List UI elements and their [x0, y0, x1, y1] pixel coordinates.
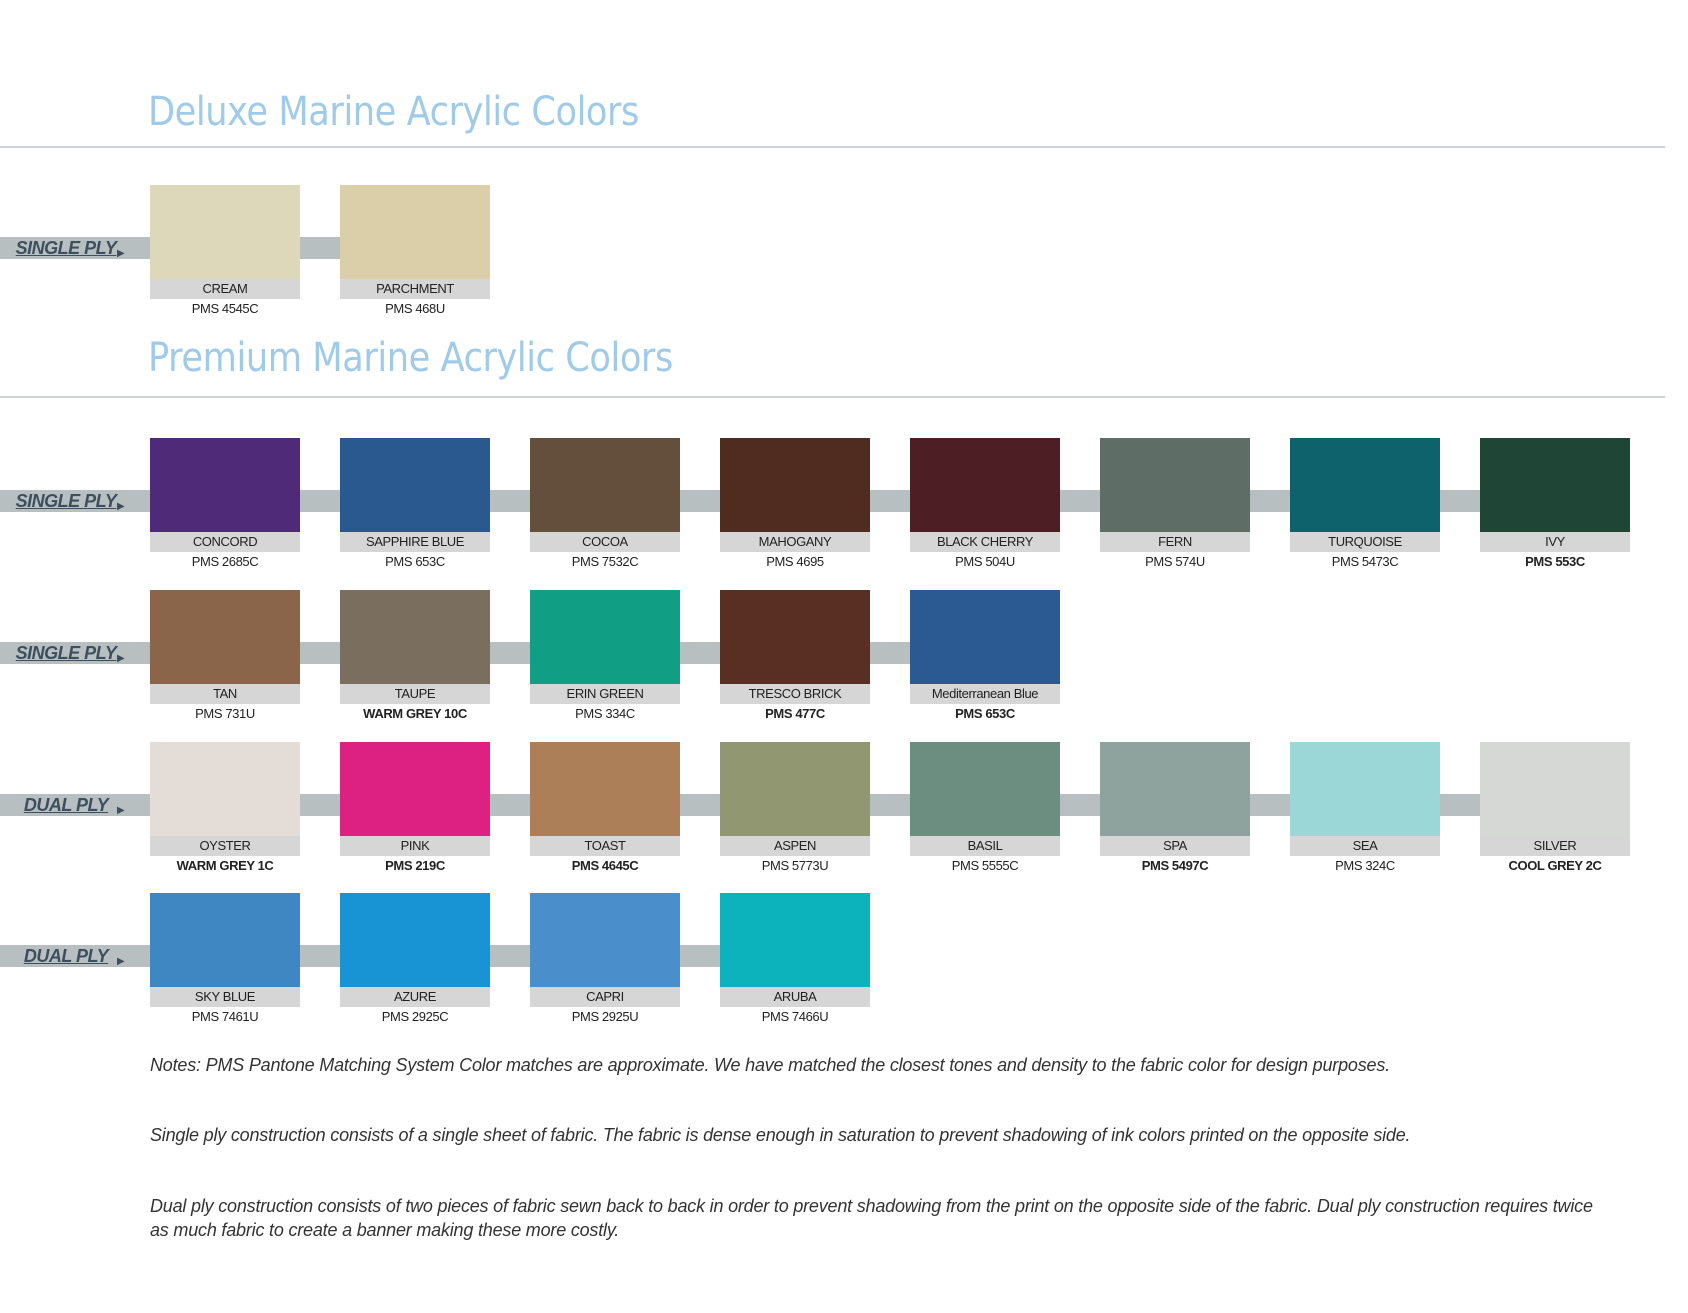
ply-arrow-icon: ▶ — [117, 956, 125, 967]
pms-code-label: PMS 5555C — [951, 858, 1019, 873]
color-chip — [1290, 438, 1440, 532]
color-chip — [1290, 742, 1440, 836]
color-swatch — [720, 590, 870, 724]
color-chip — [530, 742, 680, 836]
pms-code-label: WARM GREY 1C — [176, 858, 274, 873]
color-chip — [340, 893, 490, 987]
color-chip — [340, 590, 490, 684]
color-swatch — [530, 438, 680, 572]
color-swatch — [910, 742, 1060, 876]
ply-arrow-icon: ▶ — [117, 501, 125, 512]
color-name-label: TAN — [150, 684, 300, 704]
color-chip — [150, 893, 300, 987]
color-name-label: IVY — [1480, 532, 1630, 552]
pms-code-label: PMS 477C — [765, 706, 825, 721]
color-chip — [720, 742, 870, 836]
pms-code-label: PMS 468U — [385, 301, 445, 316]
color-swatch — [1290, 742, 1440, 876]
color-swatch — [910, 438, 1060, 572]
deluxe-section-divider — [0, 146, 1665, 148]
color-name-label: FERN — [1100, 532, 1250, 552]
premium-section-divider — [0, 396, 1665, 398]
color-name-label: ERIN GREEN — [530, 684, 680, 704]
color-chip — [150, 438, 300, 532]
color-chip — [910, 438, 1060, 532]
color-chip — [340, 438, 490, 532]
color-chip — [720, 893, 870, 987]
color-swatch — [150, 742, 300, 876]
color-chip — [150, 742, 300, 836]
pms-code-label: WARM GREY 10C — [363, 706, 467, 721]
color-chip — [530, 438, 680, 532]
color-name-label: CONCORD — [150, 532, 300, 552]
color-swatch — [340, 438, 490, 572]
color-chip — [1480, 742, 1630, 836]
pms-code-label: PMS 7532C — [571, 554, 639, 569]
color-name-label: SKY BLUE — [150, 987, 300, 1007]
color-chip — [340, 185, 490, 279]
color-swatch — [1100, 742, 1250, 876]
color-chip — [1100, 438, 1250, 532]
color-swatch — [340, 590, 490, 724]
color-name-label: PINK — [340, 836, 490, 856]
color-chip — [150, 590, 300, 684]
color-swatch — [1480, 438, 1630, 572]
color-swatch — [150, 185, 300, 319]
color-name-label: SILVER — [1480, 836, 1630, 856]
color-swatch — [530, 893, 680, 1027]
color-swatch — [1290, 438, 1440, 572]
color-swatch — [720, 438, 870, 572]
color-name-label: ASPEN — [720, 836, 870, 856]
ply-label: SINGLE PLY — [15, 490, 117, 511]
color-name-label: PARCHMENT — [340, 279, 490, 299]
pms-code-label: PMS 219C — [385, 858, 445, 873]
color-name-label: TRESCO BRICK — [720, 684, 870, 704]
color-chip — [1480, 438, 1630, 532]
pms-code-label: PMS 2685C — [191, 554, 259, 569]
swatch-row — [0, 893, 1688, 1043]
color-swatch — [1480, 742, 1630, 876]
color-name-label: TAUPE — [340, 684, 490, 704]
color-chip — [1100, 742, 1250, 836]
color-name-label: SPA — [1100, 836, 1250, 856]
premium-section-title: Premium Marine Acrylic Colors — [148, 335, 673, 381]
color-swatch — [1100, 438, 1250, 572]
note-dual-ply: Dual ply construction consists of two pieces of fabric sewn back to back in order to prevent shadowing from the print on the opposite side of the fabric. Dual ply construction requires twice as much fabric to create a banner making these more costly. — [150, 1196, 1593, 1240]
color-swatch — [340, 742, 490, 876]
color-name-label: AZURE — [340, 987, 490, 1007]
swatch-row — [0, 742, 1688, 892]
color-name-label: MAHOGANY — [720, 532, 870, 552]
color-swatch — [150, 893, 300, 1027]
deluxe-section-title: Deluxe Marine Acrylic Colors — [148, 89, 639, 135]
ply-arrow-icon: ▶ — [117, 248, 125, 259]
color-name-label: TOAST — [530, 836, 680, 856]
ply-label: SINGLE PLY — [15, 237, 117, 258]
color-name-label: ARUBA — [720, 987, 870, 1007]
color-chip — [720, 438, 870, 532]
ply-arrow-icon: ▶ — [117, 653, 125, 664]
pms-code-label: PMS 504U — [955, 554, 1015, 569]
color-swatch — [150, 438, 300, 572]
pms-code-label: PMS 653C — [385, 554, 445, 569]
pms-code-label: PMS 653C — [955, 706, 1015, 721]
pms-code-label: PMS 4545C — [191, 301, 259, 316]
swatch-row — [0, 438, 1688, 588]
pms-code-label: PMS 334C — [575, 706, 635, 721]
color-name-label: COCOA — [530, 532, 680, 552]
pms-code-label: PMS 4645C — [571, 858, 639, 873]
pms-code-label: PMS 2925C — [381, 1009, 449, 1024]
color-name-label: Mediterranean Blue — [910, 684, 1060, 704]
color-name-label: CREAM — [150, 279, 300, 299]
color-name-label: BASIL — [910, 836, 1060, 856]
color-swatch — [720, 893, 870, 1027]
color-chip — [910, 742, 1060, 836]
pms-code-label: PMS 7461U — [191, 1009, 259, 1024]
color-name-label: SEA — [1290, 836, 1440, 856]
color-chip — [720, 590, 870, 684]
color-chip — [910, 590, 1060, 684]
note-pms-disclaimer: Notes: PMS Pantone Matching System Color matches are approximate. We have matched the closest tones and density to the fabric color for design purposes. — [150, 1055, 1390, 1075]
pms-code-label: PMS 5473C — [1331, 554, 1399, 569]
pms-code-label: PMS 7466U — [761, 1009, 829, 1024]
color-chip — [530, 893, 680, 987]
pms-code-label: PMS 5773U — [761, 858, 829, 873]
color-swatch — [530, 590, 680, 724]
pms-code-label: PMS 553C — [1525, 554, 1585, 569]
ply-label: SINGLE PLY — [15, 642, 117, 663]
pms-code-label: PMS 324C — [1335, 858, 1395, 873]
color-swatch — [340, 185, 490, 319]
swatch-row — [0, 185, 1688, 335]
pms-code-label: PMS 2925U — [571, 1009, 639, 1024]
ply-arrow-icon: ▶ — [117, 805, 125, 816]
color-chip — [530, 590, 680, 684]
color-chip — [150, 185, 300, 279]
swatch-row — [0, 590, 1688, 740]
pms-code-label: PMS 5497C — [1141, 858, 1209, 873]
color-swatch — [340, 893, 490, 1027]
color-name-label: BLACK CHERRY — [910, 532, 1060, 552]
color-swatch — [150, 590, 300, 724]
pms-code-label: PMS 574U — [1145, 554, 1205, 569]
color-swatch — [530, 742, 680, 876]
color-swatch — [910, 590, 1060, 724]
color-name-label: OYSTER — [150, 836, 300, 856]
ply-label: DUAL PLY — [23, 945, 109, 966]
pms-code-label: COOL GREY 2C — [1508, 858, 1602, 873]
note-single-ply: Single ply construction consists of a single sheet of fabric. The fabric is dense enough in saturation to prevent shadowing of ink colors printed on the opposite side. — [150, 1125, 1411, 1145]
color-name-label: CAPRI — [530, 987, 680, 1007]
ply-label: DUAL PLY — [23, 794, 109, 815]
pms-code-label: PMS 731U — [195, 706, 255, 721]
color-swatch — [720, 742, 870, 876]
color-name-label: SAPPHIRE BLUE — [340, 532, 490, 552]
color-chip — [340, 742, 490, 836]
color-name-label: TURQUOISE — [1290, 532, 1440, 552]
pms-code-label: PMS 4695 — [766, 554, 824, 569]
